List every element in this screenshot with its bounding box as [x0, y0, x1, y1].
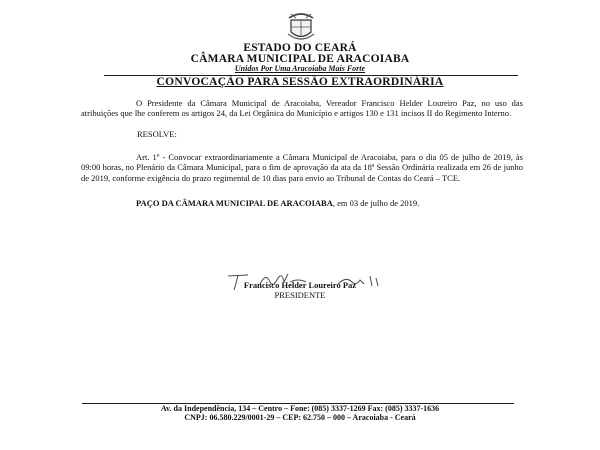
footer-address: Av. da Independência, 134 – Centro – Fone: (085) 3337-1269 Fax: (085) 3337-1636: [160, 404, 440, 413]
document-title: CONVOCAÇÃO PARA SESSÃO EXTRAORDINÁRIA: [156, 76, 444, 88]
header-motto: Unidos Por Uma Aracoiaba Mais Forte: [234, 64, 366, 73]
paragraph-closing: [81, 198, 523, 208]
paragraph-intro: O Presidente da Câmara Municipal de Aracoiaba, Vereador Francisco Helder Loureiro Paz, no uso das atribuições que lhe conferem os artigos 24, da Lei Orgânica do Município e artigos 130 e 131 incisos II do Regimento Interno.: [81, 98, 523, 119]
resolve-heading: RESOLVE:: [137, 129, 177, 139]
municipal-seal-icon: [284, 8, 318, 44]
closing-date: , em 03 de julho de 2019.: [332, 198, 420, 208]
signatory-role: PRESIDENTE: [274, 290, 326, 300]
closing-place: PAÇO DA CÂMARA MUNICIPAL DE ARACOIABA: [136, 198, 333, 208]
paragraph-article-1: Art. 1º - Convocar extraordinariamente a Câmara Municipal de Aracoiaba, para o dia 05 de julho de 2019, às 09:00 horas, no Plenário da Câmara Municipal, para o fim de aprovação da ata da 18ª Sessão Ordinária realizada em 26 de junho de 2019, conforme exigência do prazo regimental de 10 dias para envio ao Tribunal de Contas do Ceará – TCE.: [81, 152, 523, 183]
footer-registration: CNPJ: 06.580.229/0001-29 – CEP: 62.750 – 000 – Aracoiaba - Ceará: [184, 413, 416, 422]
header-state: ESTADO DO CEARÁ: [243, 42, 357, 54]
signatory-name: Francisco Helder Loureiro Paz: [243, 280, 357, 290]
header-chamber-name: CÂMARA MUNICIPAL DE ARACOIABA: [190, 53, 410, 65]
